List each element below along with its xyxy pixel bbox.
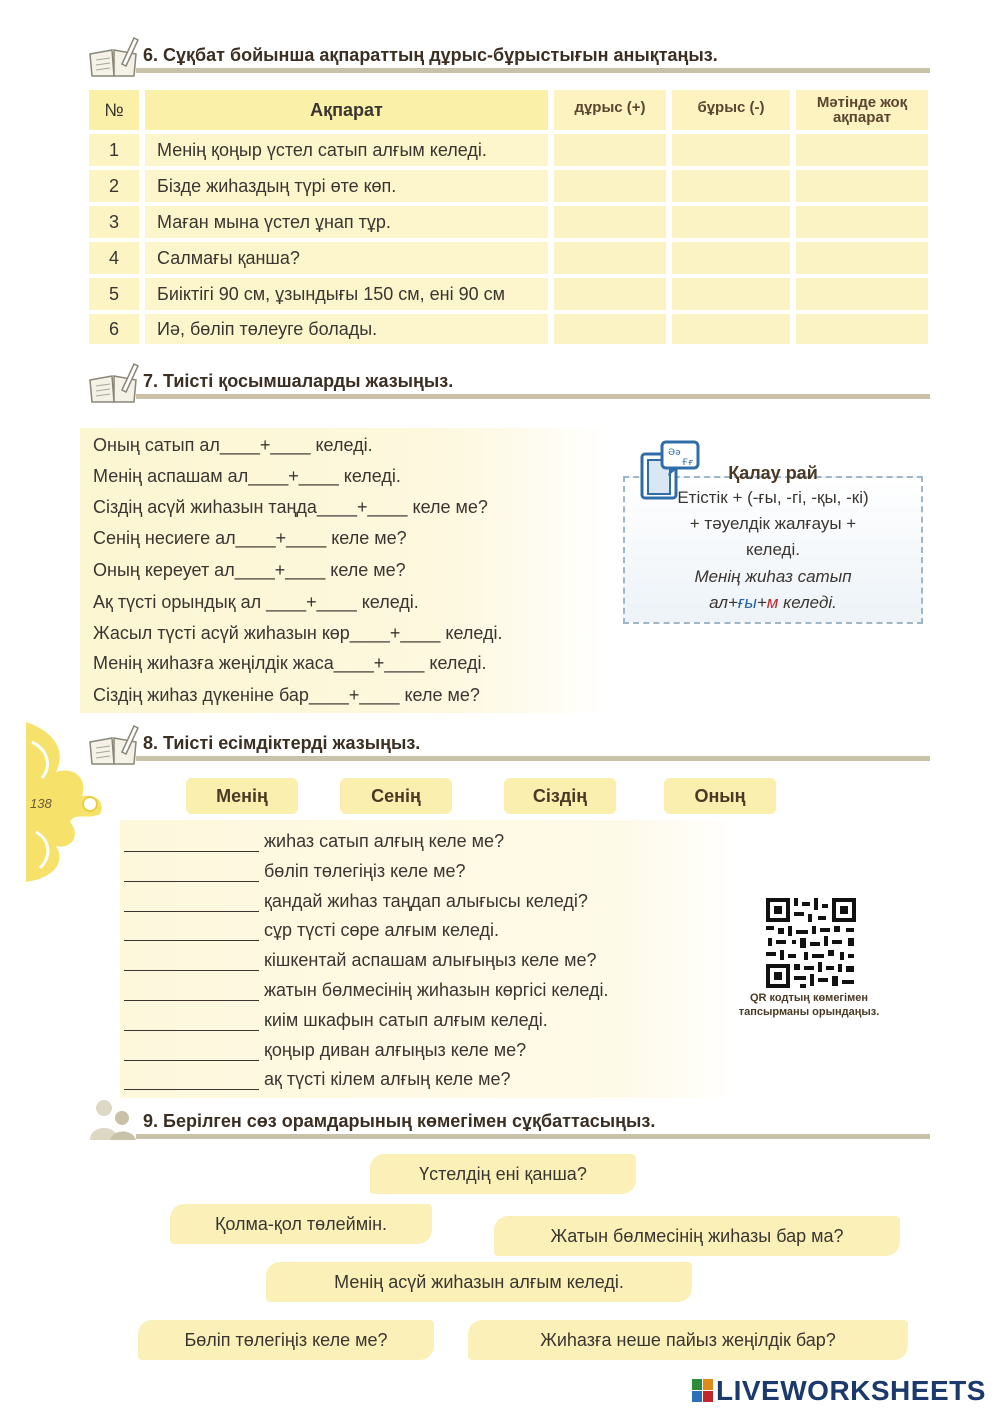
answer-not-in-text-cell[interactable] xyxy=(796,278,928,310)
answer-blank[interactable] xyxy=(124,866,259,882)
exercise-8-line: жиһаз сатып алғың келе ме? xyxy=(124,831,504,852)
answer-blank[interactable] xyxy=(124,985,259,1001)
answer-blank[interactable] xyxy=(124,955,259,971)
row-text: Биіктігі 90 см, ұзындығы 150 см, ені 90 см xyxy=(145,278,548,310)
exercise-7-line: Менің жиһазға жеңілдік жаса____+____ келеді. xyxy=(93,653,487,673)
phrase-bubble: Менің асүй жиһазын алғым келеді. xyxy=(266,1262,692,1302)
rule-example-a: Менің жиһаз сатып xyxy=(694,567,852,586)
row-text: Менің қоңыр үстел сатып алғым келеді. xyxy=(145,134,548,166)
notebook-pencil-icon xyxy=(88,34,140,78)
answer-wrong-cell[interactable] xyxy=(672,170,790,202)
rule-example-b: ал+ғы+м келеді. xyxy=(709,593,837,612)
exercise-8-line: қоңыр диван алғыңыз келе ме? xyxy=(124,1040,526,1061)
answer-wrong-cell[interactable] xyxy=(672,314,790,344)
exercise-8-line: бөліп төлегіңіз келе ме? xyxy=(124,861,466,882)
answer-not-in-text-cell[interactable] xyxy=(796,134,928,166)
exercise-8-line: кішкентай аспашам алығыңыз келе ме? xyxy=(124,950,597,971)
answer-wrong-cell[interactable] xyxy=(672,242,790,274)
brand-grid-icon xyxy=(692,1379,714,1403)
exercise-8-line: сұр түсті сөре алғым келеді. xyxy=(124,920,499,941)
answer-blank[interactable] xyxy=(124,1074,259,1090)
answer-wrong-cell[interactable] xyxy=(672,278,790,310)
qr-code[interactable] xyxy=(764,896,858,990)
qr-caption: QR кодтың көмегімен тапсырманы орындаңыз. xyxy=(738,992,880,1018)
answer-correct-cell[interactable] xyxy=(554,206,666,238)
section-8-title: 8. Тиісті есімдіктерді жазыңыз. xyxy=(143,733,421,753)
divider xyxy=(136,394,930,399)
divider xyxy=(136,1134,930,1139)
answer-blank[interactable] xyxy=(124,1015,259,1031)
section-6-header xyxy=(88,34,930,74)
liveworksheets-logo[interactable]: LIVEWORKSHEETS xyxy=(692,1375,986,1407)
pronoun-tag[interactable]: Сенің xyxy=(340,778,452,814)
row-text: Бізде жиһаздың түрі өте көп. xyxy=(145,170,548,202)
answer-correct-cell[interactable] xyxy=(554,170,666,202)
row-num: 1 xyxy=(89,134,139,166)
people-talking-icon xyxy=(88,1096,140,1140)
section-7-header xyxy=(88,360,930,400)
exercise-7-line: Ақ түсті орындық ал ____+____ келеді. xyxy=(93,592,419,612)
row-text: Салмағы қанша? xyxy=(145,242,548,274)
answer-blank[interactable] xyxy=(124,836,259,852)
header-not-in-text: Мәтінде жоқ ақпарат xyxy=(796,90,928,130)
exercise-7-line: Сіздің жиһаз дүкеніне бар____+____ келе ме? xyxy=(93,685,480,705)
exercise-7-line: Сіздің асүй жиһазын таңда____+____ келе ме? xyxy=(93,497,488,517)
row-num: 6 xyxy=(89,314,139,344)
notebook-pencil-icon xyxy=(88,360,140,404)
answer-not-in-text-cell[interactable] xyxy=(796,314,928,344)
answer-correct-cell[interactable] xyxy=(554,134,666,166)
phrase-bubble: Қолма-қол төлеймін. xyxy=(170,1204,432,1244)
exercise-7-line: Оның кереует ал____+____ келе ме? xyxy=(93,560,406,580)
row-num: 2 xyxy=(89,170,139,202)
rule-line-1: Етістік + (-ғы, -гі, -қы, -кі) xyxy=(677,488,869,507)
answer-blank[interactable] xyxy=(124,1045,259,1061)
divider xyxy=(136,756,930,761)
exercise-7-line: Оның сатып ал____+____ келеді. xyxy=(93,435,373,455)
phrase-bubble: Үстелдің ені қанша? xyxy=(370,1154,636,1194)
exercise-7-line: Жасыл түсті асүй жиһазын көр____+____ келеді. xyxy=(93,623,503,643)
answer-wrong-cell[interactable] xyxy=(672,134,790,166)
notebook-pencil-icon xyxy=(88,722,140,766)
icon-letters-top: Әә xyxy=(668,448,681,458)
exercise-7-line: Менің аспашам ал____+____ келеді. xyxy=(93,466,401,486)
row-num: 3 xyxy=(89,206,139,238)
header-correct: дұрыс (+) xyxy=(554,90,666,130)
answer-blank[interactable] xyxy=(124,896,259,912)
answer-blank[interactable] xyxy=(124,925,259,941)
pronoun-tag[interactable]: Оның xyxy=(664,778,776,814)
answer-correct-cell[interactable] xyxy=(554,242,666,274)
exercise-8-line: қандай жиһаз таңдап алығысы келеді? xyxy=(124,891,588,912)
answer-not-in-text-cell[interactable] xyxy=(796,170,928,202)
section-8-header xyxy=(88,722,930,762)
section-6-title: 6. Сұқбат бойынша ақпараттың дұрыс-бұрыстығын анықтаңыз. xyxy=(143,45,718,65)
answer-correct-cell[interactable] xyxy=(554,278,666,310)
exercise-8-line: ақ түсті кілем алғың келе ме? xyxy=(124,1069,511,1090)
answer-not-in-text-cell[interactable] xyxy=(796,206,928,238)
rule-title: Қалау рай xyxy=(728,463,818,483)
divider xyxy=(136,68,930,73)
header-num: № xyxy=(89,90,139,130)
row-num: 5 xyxy=(89,278,139,310)
phrase-bubble: Жатын бөлмесінің жиһазы бар ма? xyxy=(494,1216,900,1256)
row-text: Маған мына үстел ұнап тұр. xyxy=(145,206,548,238)
section-7-title: 7. Тиісті қосымшаларды жазыңыз. xyxy=(143,371,454,391)
rule-line-2: + тәуелдік жалғауы + xyxy=(689,514,857,533)
exercise-8-line: жатын бөлмесінің жиһазын көргісі келеді. xyxy=(124,980,609,1001)
section-9-header xyxy=(88,1096,930,1136)
rule-line-3: келеді. xyxy=(746,540,800,559)
pronoun-tag[interactable]: Менің xyxy=(186,778,298,814)
icon-letters-bottom: Ғғ xyxy=(682,458,694,468)
row-text: Иә, бөліп төлеуге болады. xyxy=(145,314,548,344)
header-info: Ақпарат xyxy=(145,90,548,130)
header-wrong: бұрыс (-) xyxy=(672,90,790,130)
phrase-bubble: Бөліп төлегіңіз келе ме? xyxy=(138,1320,434,1360)
answer-correct-cell[interactable] xyxy=(554,314,666,344)
exercise-8-line: киім шкафын сатып алғым келеді. xyxy=(124,1010,548,1031)
answer-wrong-cell[interactable] xyxy=(672,206,790,238)
row-num: 4 xyxy=(89,242,139,274)
pronoun-tag[interactable]: Сіздің xyxy=(504,778,616,814)
phrase-bubble: Жиһазға неше пайыз жеңілдік бар? xyxy=(468,1320,908,1360)
exercise-7-line: Сенің несиеге ал____+____ келе ме? xyxy=(93,528,407,548)
answer-not-in-text-cell[interactable] xyxy=(796,242,928,274)
section-9-title: 9. Берілген сөз орамдарының көмегімен сұқбаттасыңыз. xyxy=(143,1111,656,1131)
page-number: 138 xyxy=(30,796,52,811)
